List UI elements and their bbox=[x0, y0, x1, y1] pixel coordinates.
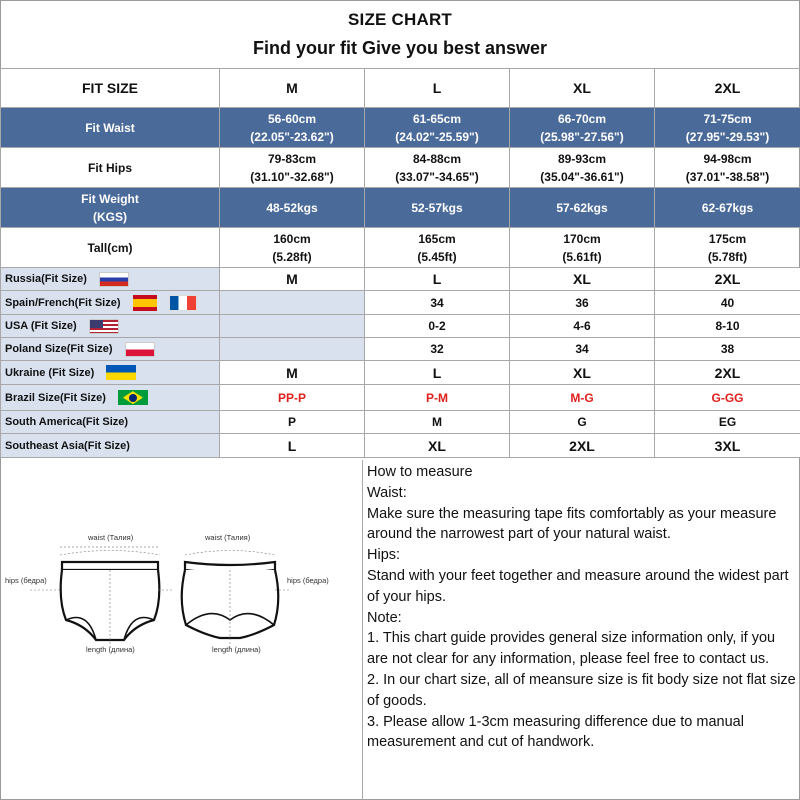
table-cell: 79-83cm (31.10"-32.68") bbox=[220, 148, 365, 188]
table-cell: 84-88cm (33.07"-34.65") bbox=[365, 148, 510, 188]
france-flag-icon bbox=[169, 295, 197, 311]
waist-label-right: waist (Талия) bbox=[205, 533, 251, 542]
table-cell: L bbox=[365, 268, 510, 291]
tall-label: Tall(cm) bbox=[1, 228, 220, 268]
table-cell: 56-60cm (22.05"-23.62") bbox=[220, 108, 365, 148]
table-cell: G bbox=[510, 411, 655, 434]
table-cell: EG bbox=[655, 411, 800, 434]
usa-label: USA (Fit Size) bbox=[1, 315, 220, 338]
fit-size-header: FIT SIZE bbox=[1, 69, 220, 108]
table-cell: 34 bbox=[510, 338, 655, 361]
table-cell: 32 bbox=[365, 338, 510, 361]
size-header-l: L bbox=[365, 69, 510, 108]
table-cell: 48-52kgs bbox=[220, 188, 365, 228]
hips-heading: Hips: bbox=[367, 547, 401, 564]
ukraine-label: Ukraine (Fit Size) bbox=[1, 361, 220, 385]
table-cell: 36 bbox=[510, 291, 655, 315]
table-cell: P-M bbox=[365, 385, 510, 411]
header-row bbox=[1, 69, 800, 108]
length-label-left: length (длина) bbox=[86, 645, 135, 654]
size-header-2xl: 2XL bbox=[655, 69, 800, 108]
ukraine-flag-icon bbox=[106, 365, 136, 380]
south-america-row bbox=[1, 411, 800, 434]
table-cell: 0-2 bbox=[365, 315, 510, 338]
table-cell: 38 bbox=[655, 338, 800, 361]
briefs-back-icon bbox=[182, 551, 290, 651]
fit-waist-label: Fit Waist bbox=[1, 108, 220, 148]
southeast-asia-row bbox=[1, 434, 800, 458]
table-cell: M bbox=[365, 411, 510, 434]
hips-instructions: Stand with your feet together and measure around the widest part of your hips. bbox=[367, 567, 789, 605]
chart-title: SIZE CHART bbox=[348, 10, 452, 29]
waist-instructions: Make sure the measuring tape fits comfortably as your measure around the narrowest part of your natural waist. bbox=[367, 505, 777, 543]
table-cell: 4-6 bbox=[510, 315, 655, 338]
fit-weight-row bbox=[1, 188, 800, 228]
waist-heading: Waist: bbox=[367, 484, 407, 501]
table-cell: G-GG bbox=[655, 385, 800, 411]
table-cell: 61-65cm (24.02"-25.59") bbox=[365, 108, 510, 148]
russia-row bbox=[1, 268, 800, 291]
table-cell: 62-67kgs bbox=[655, 188, 800, 228]
note-heading: Note: bbox=[367, 609, 402, 626]
table-cell: PP-P bbox=[220, 385, 365, 411]
table-cell: 2XL bbox=[510, 434, 655, 458]
briefs-front-icon bbox=[30, 547, 172, 650]
table-cell: 170cm (5.61ft) bbox=[510, 228, 655, 268]
how-to-measure-panel bbox=[362, 460, 800, 800]
table-cell: 89-93cm (35.04"-36.61") bbox=[510, 148, 655, 188]
spain-row bbox=[1, 291, 800, 315]
tall-row bbox=[1, 228, 800, 268]
table-cell: L bbox=[365, 361, 510, 385]
size-table bbox=[0, 68, 800, 458]
russia-label: Russia(Fit Size) bbox=[1, 268, 220, 291]
table-cell: XL bbox=[365, 434, 510, 458]
poland-row bbox=[1, 338, 800, 361]
measurement-diagram bbox=[0, 460, 362, 800]
table-cell: XL bbox=[510, 361, 655, 385]
poland-flag-icon bbox=[125, 342, 155, 357]
table-cell: 57-62kgs bbox=[510, 188, 655, 228]
south-america-label: South America(Fit Size) bbox=[1, 411, 220, 434]
chart-subtitle: Find your fit Give you best answer bbox=[252, 38, 548, 58]
usa-row bbox=[1, 315, 800, 338]
fit-weight-label: Fit Weight (KGS) bbox=[1, 188, 220, 228]
table-cell: 2XL bbox=[655, 361, 800, 385]
table-cell: 34 bbox=[365, 291, 510, 315]
table-cell: 66-70cm (25.98"-27.56") bbox=[510, 108, 655, 148]
russia-flag-icon bbox=[99, 272, 129, 287]
hips-label-right: hips (бедра) bbox=[287, 576, 329, 585]
table-cell: 160cm (5.28ft) bbox=[220, 228, 365, 268]
table-cell: M-G bbox=[510, 385, 655, 411]
fit-waist-row bbox=[1, 108, 800, 148]
brazil-flag-icon bbox=[118, 390, 148, 405]
measure-heading: How to measure bbox=[367, 464, 473, 480]
table-cell: 40 bbox=[655, 291, 800, 315]
table-cell: P bbox=[220, 411, 365, 434]
ukraine-row bbox=[1, 361, 800, 385]
table-cell: 94-98cm (37.01"-38.58") bbox=[655, 148, 800, 188]
spain-flag-icon bbox=[133, 295, 157, 311]
usa-flag-icon bbox=[89, 319, 119, 334]
note-2: 2. In our chart size, all of meansure size is fit body size not flat size of goods. bbox=[367, 671, 796, 709]
table-cell: M bbox=[220, 268, 365, 291]
table-cell bbox=[220, 291, 365, 315]
note-1: 1. This chart guide provides general size information only, if you are not clear for any information, please feel free to contact us. bbox=[367, 630, 776, 668]
fit-hips-row bbox=[1, 148, 800, 188]
table-cell: 8-10 bbox=[655, 315, 800, 338]
table-cell: 2XL bbox=[655, 268, 800, 291]
waist-label-left: waist (Талия) bbox=[88, 533, 134, 542]
hips-label-left: hips (бедра) bbox=[5, 576, 47, 585]
southeast-asia-label: Southeast Asia(Fit Size) bbox=[1, 434, 220, 458]
table-cell: XL bbox=[510, 268, 655, 291]
briefs-illustration bbox=[0, 460, 362, 800]
table-cell: 175cm (5.78ft) bbox=[655, 228, 800, 268]
note-3: 3. Please allow 1-3cm measuring difference due to manual measurement and cut of handwork. bbox=[367, 713, 744, 751]
table-cell bbox=[220, 315, 365, 338]
table-cell: 52-57kgs bbox=[365, 188, 510, 228]
size-header-xl: XL bbox=[510, 69, 655, 108]
brazil-label: Brazil Size(Fit Size) bbox=[1, 385, 220, 411]
table-cell: 3XL bbox=[655, 434, 800, 458]
length-label-right: length (длина) bbox=[212, 645, 261, 654]
table-cell: M bbox=[220, 361, 365, 385]
size-header-m: M bbox=[220, 69, 365, 108]
table-cell: 71-75cm (27.95"-29.53") bbox=[655, 108, 800, 148]
fit-hips-label: Fit Hips bbox=[1, 148, 220, 188]
spain-label: Spain/French(Fit Size) bbox=[1, 291, 220, 315]
brazil-row bbox=[1, 385, 800, 411]
table-cell bbox=[220, 338, 365, 361]
table-cell: 165cm (5.45ft) bbox=[365, 228, 510, 268]
table-cell: L bbox=[220, 434, 365, 458]
poland-label: Poland Size(Fit Size) bbox=[1, 338, 220, 361]
